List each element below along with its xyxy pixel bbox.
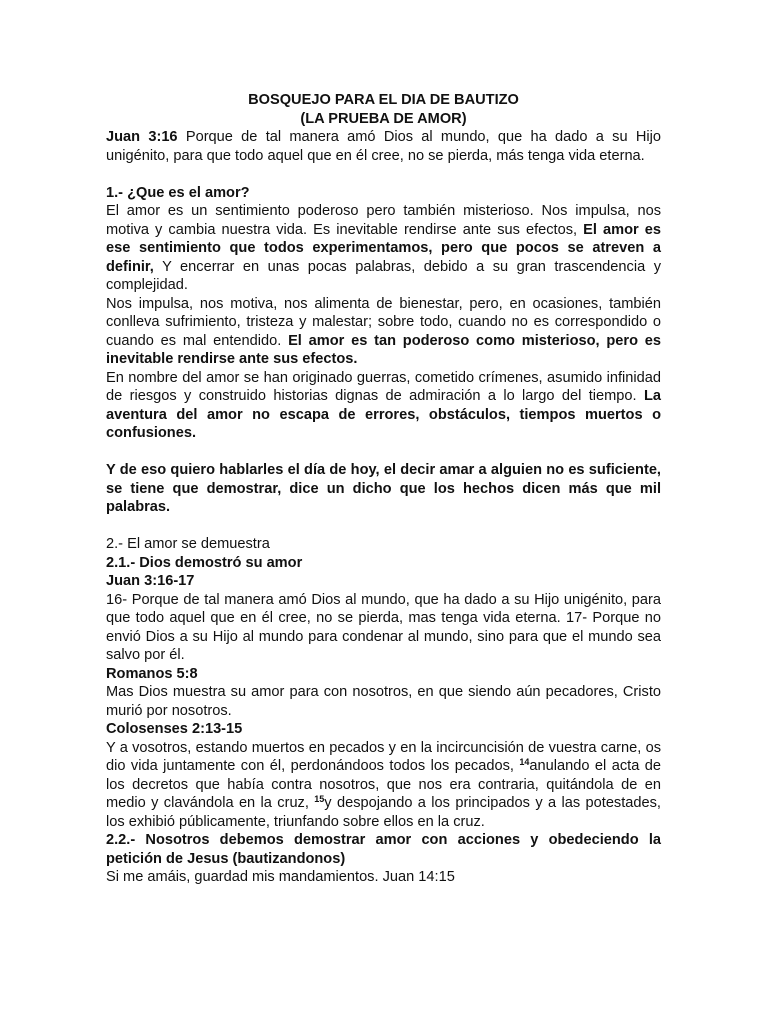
paragraph-text: Nos impulsa, nos motiva, nos alimenta de bienestar, pero, en ocasiones, también conlleva sufrimiento, tristeza y malestar; sobre todo, cuando no es correspondido o cuando es mal entendido. — [106, 295, 661, 349]
spacer — [106, 165, 661, 184]
verse-text: 16- Porque de tal manera amó Dios al mundo, que ha dado a su Hijo unigénito, para que todo aquel que en él cree, no se pierda, mas tenga vida eterna. 17- Porque no envió Dios a su Hijo al mundo para condenar al mundo, sino para que el mundo sea salvo por él. — [106, 591, 661, 663]
verse-number: 15 — [314, 794, 325, 804]
verse-fragment: anulando el acta de los decretos que había contra nosotros, que nos era contraria, quitándola de en medio y clavándola en la cruz, — [106, 758, 661, 811]
section-2-heading: 2.- El amor se demuestra — [106, 536, 270, 552]
verse-text — [106, 739, 661, 832]
section-1-paragraph-4: Y de eso quiero hablarles el día de hoy, el decir amar a alguien no es suficiente, se tiene que demostrar, dice un dicho que los hechos dicen más que mil palabras. — [106, 462, 661, 515]
verse-fragment: Y a vosotros, estando muertos en pecados y en la incircuncisión de vuestra carne, os dio vida juntamente con él, perdonándoos todos los pecados, — [106, 739, 661, 774]
section-1-paragraph-2 — [106, 295, 661, 369]
title-line-1: BOSQUEJO PARA EL DIA DE BAUTIZO — [248, 92, 519, 108]
paragraph-emphasis: El amor es tan poderoso como misterioso, pero es inevitable rendirse ante sus efectos. — [106, 332, 661, 367]
paragraph-emphasis: La aventura del amor no escapa de errores, obstáculos, tiempos muertos o confusiones. — [106, 388, 661, 441]
paragraph-text: El amor es un sentimiento poderoso pero también misterioso. Nos impulsa, nos motiva y cambia nuestra vida. Es inevitable rendirse ante sus efectos, — [106, 203, 661, 238]
subsection-2-1-heading: 2.1.- Dios demostró su amor — [106, 554, 303, 571]
verse-reference: Juan 3:16-17 — [106, 573, 195, 589]
intro-text: Porque de tal manera amó Dios al mundo, que ha dado a su Hijo unigénito, para que todo aquel que en él cree, no se pierda, más tenga vida eterna. — [106, 129, 662, 164]
verse-reference: Romanos 5:8 — [106, 665, 198, 682]
document-title — [106, 91, 661, 128]
section-1-heading: 1.- ¿Que es el amor? — [106, 184, 250, 201]
intro-verse — [106, 128, 661, 165]
paragraph-text: Y encerrar en unas pocas palabras, debido a su gran trascendencia y complejidad. — [106, 258, 661, 293]
closing-verse: Si me amáis, guardad mis mandamientos. Juan 14:15 — [106, 869, 455, 885]
spacer — [106, 517, 661, 536]
verse-number: 14 — [519, 757, 530, 767]
paragraph-text: En nombre del amor se han originado guerras, cometido crímenes, asumido infinidad de riesgos y construido historias dignas de admiración a lo largo del tiempo. — [106, 369, 661, 404]
section-1-paragraph-1 — [106, 202, 661, 295]
verse-text: Mas Dios muestra su amor para con nosotros, en que siendo aún pecadores, Cristo murió por nosotros. — [106, 684, 661, 719]
section-1-paragraph-3 — [106, 369, 661, 443]
subsection-2-2-heading: 2.2.- Nosotros debemos demostrar amor con acciones y obedeciendo la petición de Jesus (bautizandonos) — [106, 832, 661, 867]
title-line-2: (LA PRUEBA DE AMOR) — [300, 110, 467, 127]
verse-fragment: y despojando a los principados y a las potestades, los exhibió públicamente, triunfando sobre ellos en la cruz. — [106, 795, 661, 830]
spacer — [106, 443, 661, 462]
intro-reference: Juan 3:16 — [106, 129, 178, 145]
verse-reference: Colosenses 2:13-15 — [106, 721, 243, 737]
paragraph-emphasis: El amor es ese sentimiento que todos experimentamos, pero que pocos se atreven a definir, — [106, 221, 661, 275]
